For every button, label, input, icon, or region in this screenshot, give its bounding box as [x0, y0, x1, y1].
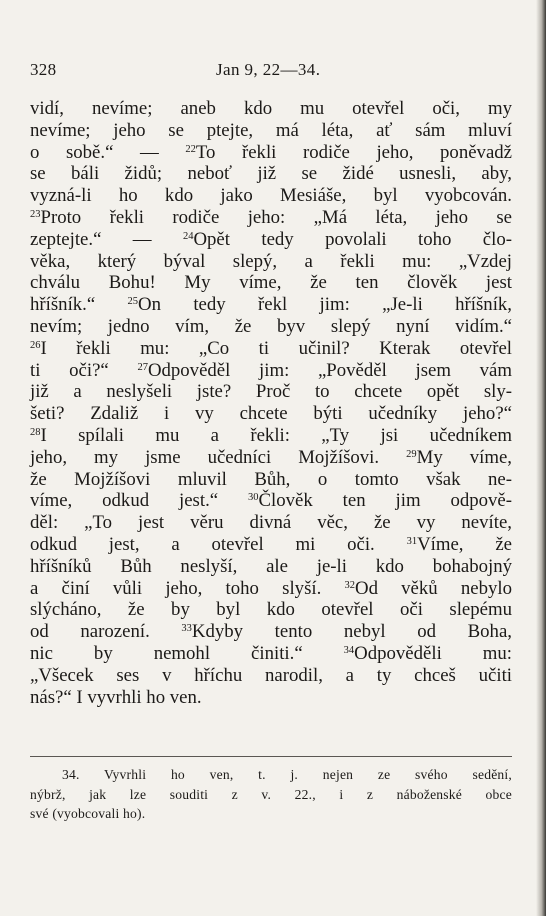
- text-line: [30, 163, 512, 185]
- text-segment: hříšník.“: [30, 294, 128, 316]
- running-head: Jan 9, 22—34.: [216, 60, 321, 79]
- text-segment: ti oči?“: [30, 359, 138, 381]
- text-segment: vidí, nevíme; aneb kdo mu otevřel oči, my: [30, 98, 512, 119]
- text-segment: hříšníků Bůh neslyší, ale je-li kdo bohabojný: [30, 555, 512, 577]
- text-line: [30, 534, 512, 556]
- text-segment: To řekli rodiče jeho, poněvadž: [195, 141, 513, 163]
- text-segment: že Mojžíšovi mluvil Bůh, o tomto však ne-: [30, 468, 512, 490]
- verse-number: 27: [137, 361, 148, 373]
- text-segment: slýcháno, že by byl kdo otevřel oči slepému: [30, 599, 512, 621]
- page-edge-shadow: [536, 0, 546, 916]
- verse-number: 23: [30, 208, 41, 220]
- verse-number: 30: [248, 492, 259, 504]
- verse-number: 34: [343, 644, 355, 656]
- text-segment: I spílali mu a řekli: „Ty jsi učedníkem: [40, 424, 512, 446]
- verse-number: 32: [344, 579, 355, 591]
- text-line: [30, 447, 512, 469]
- text-segment: Odpověděli mu:: [354, 642, 512, 664]
- text-segment: děl: „To jest věru divná věc, že vy nevíte,: [30, 512, 512, 534]
- text-line: [30, 512, 512, 534]
- text-line: [30, 381, 512, 403]
- verse-number: 33: [181, 623, 192, 635]
- text-line: [30, 665, 512, 687]
- text-line: [30, 229, 512, 251]
- verse-number: 25: [127, 296, 139, 308]
- text-segment: a činí vůli jeho, toho slyší.: [30, 577, 345, 599]
- text-line: [30, 251, 512, 273]
- text-segment: zeptejte.“ —: [30, 228, 183, 250]
- text-segment: nic by nemohl činiti.“: [30, 642, 344, 664]
- text-segment: o sobě.“ —: [30, 141, 186, 163]
- page-number: 328: [30, 60, 57, 79]
- text-line: [30, 120, 512, 142]
- text-segment: „Všecek ses v hříchu narodil, a ty chceš učiti: [30, 664, 512, 686]
- text-line: [30, 272, 512, 294]
- text-segment: nevíme; jeho se ptejte, má léta, ať sám mluví: [30, 119, 512, 141]
- text-segment: Od věků nebylo: [355, 577, 512, 599]
- text-line: [30, 98, 512, 120]
- text-line: [30, 316, 512, 338]
- verse-number: 29: [406, 448, 417, 460]
- text-segment: I řekli mu: „Co ti učinil? Kterak otevřel: [40, 337, 512, 359]
- main-text: [30, 98, 512, 708]
- footnote-line: nýbrž, jak lze souditi z v. 22., i z náboženské obce: [30, 786, 512, 802]
- text-segment: On tedy řekl jim: „Je-li hříšník,: [138, 294, 513, 316]
- text-line: [30, 207, 512, 229]
- text-segment: již a neslyšeli jste? Proč to chcete opět sly-: [30, 381, 512, 403]
- verse-number: 28: [30, 426, 41, 438]
- text-segment: chválu Bohu! My víme, že ten člověk jest: [30, 272, 512, 294]
- text-line: [30, 578, 512, 600]
- text-line: [30, 142, 512, 164]
- text-line: [30, 425, 512, 447]
- text-segment: Kdyby tento nebyl od Boha,: [191, 621, 512, 643]
- text-segment: se báli židů; neboť již se židé usnesli, aby,: [30, 163, 512, 185]
- text-segment: Proto řekli rodiče jeho: „Má léta, jeho se: [40, 206, 512, 228]
- text-line: [30, 403, 512, 425]
- text-segment: Odpověděl jim: „Pověděl jsem vám: [147, 359, 512, 381]
- page-header: [30, 60, 510, 84]
- verse-number: 31: [406, 535, 418, 547]
- text-segment: vyzná-li ho kdo jako Mesiáše, byl vyobcován.: [30, 185, 512, 207]
- footnote-rule: [30, 756, 512, 757]
- text-segment: Člověk ten jim odpově-: [258, 490, 512, 512]
- text-segment: nevím; jedno vím, že byv slepý nyní vidím.“: [30, 315, 512, 337]
- text-line: [30, 185, 512, 207]
- text-segment: věka, který býval slepý, a řekli mu: „Vzdej: [30, 250, 512, 272]
- text-line: [30, 556, 512, 578]
- text-segment: šeti? Zdaliž i vy chcete býti učedníky jeho?“: [30, 403, 512, 425]
- text-line: [30, 643, 512, 665]
- text-line: [30, 490, 512, 512]
- text-line: [30, 599, 512, 621]
- footnote-line: 34. Vyvrhli ho ven, t. j. nejen ze svého sedění,: [62, 767, 512, 782]
- text-line: [30, 338, 512, 360]
- text-segment: jeho, my jsme učedníci Mojžíšovi.: [30, 446, 407, 468]
- text-segment: My víme,: [416, 446, 512, 468]
- text-segment: od narození.: [30, 621, 182, 643]
- text-segment: Víme, že: [417, 533, 512, 555]
- text-line: [30, 687, 512, 709]
- text-segment: odkud jest, a otevřel mi oči.: [30, 533, 407, 555]
- text-segment: Opět tedy povolali toho člo-: [193, 228, 512, 250]
- text-line: [30, 621, 512, 643]
- footnote-line: své (vyobcovali ho).: [30, 806, 146, 821]
- footnotes: [30, 765, 512, 824]
- verse-number: 24: [182, 230, 194, 242]
- text-segment: víme, odkud jest.“: [30, 490, 249, 512]
- text-line: [30, 294, 512, 316]
- verse-number: 22: [185, 143, 196, 155]
- text-segment: nás?“ I vyvrhli ho ven.: [30, 686, 202, 708]
- verse-number: 26: [30, 339, 41, 351]
- text-line: [30, 360, 512, 382]
- text-line: [30, 469, 512, 491]
